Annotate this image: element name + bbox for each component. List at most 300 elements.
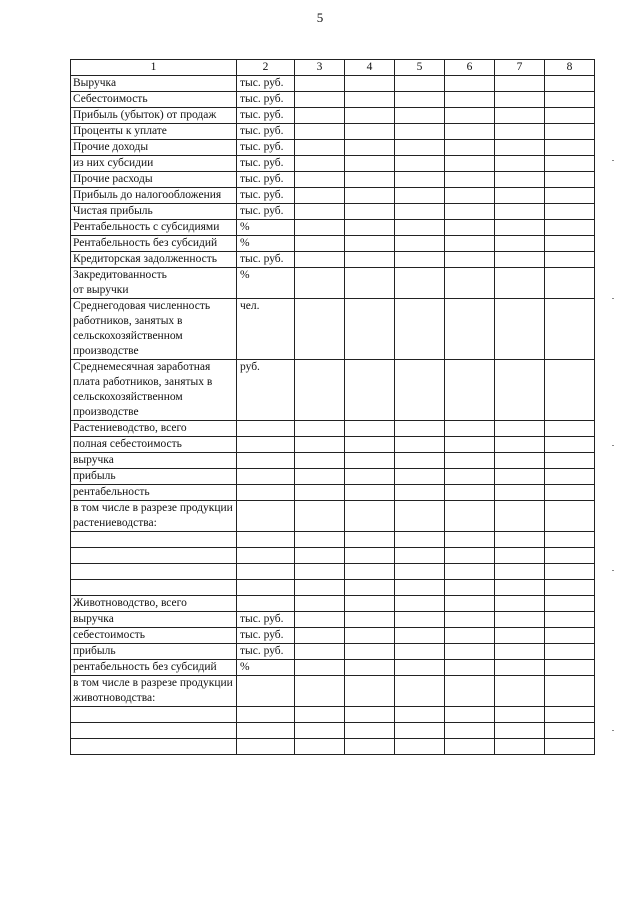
- value-cell-col-3: [295, 172, 345, 188]
- row-label: [71, 564, 237, 580]
- value-cell-col-4: [345, 723, 395, 739]
- value-cell-col-8: [545, 596, 595, 612]
- value-cell-col-6: [445, 188, 495, 204]
- value-cell-col-5: [395, 92, 445, 108]
- table-row: [71, 76, 595, 92]
- value-cell-col-7: [495, 453, 545, 469]
- value-cell-col-8: [545, 437, 595, 453]
- value-cell-col-4: [345, 156, 395, 172]
- row-unit: [237, 532, 295, 548]
- value-cell-col-7: [495, 108, 545, 124]
- value-cell-col-3: [295, 156, 345, 172]
- table-row: [71, 564, 595, 580]
- value-cell-col-8: [545, 739, 595, 755]
- value-cell-col-3: [295, 204, 345, 220]
- value-cell-col-6: [445, 236, 495, 252]
- value-cell-col-3: [295, 236, 345, 252]
- row-unit: тыс. руб.: [237, 172, 295, 188]
- value-cell-col-3: [295, 92, 345, 108]
- value-cell-col-8: [545, 204, 595, 220]
- value-cell-col-4: [345, 548, 395, 564]
- value-cell-col-6: [445, 676, 495, 707]
- value-cell-col-4: [345, 421, 395, 437]
- value-cell-col-5: [395, 220, 445, 236]
- value-cell-col-3: [295, 564, 345, 580]
- value-cell-col-6: [445, 76, 495, 92]
- row-unit: [237, 548, 295, 564]
- value-cell-col-6: [445, 580, 495, 596]
- value-cell-col-8: [545, 564, 595, 580]
- value-cell-col-5: [395, 453, 445, 469]
- value-cell-col-6: [445, 437, 495, 453]
- value-cell-col-8: [545, 660, 595, 676]
- value-cell-col-8: [545, 628, 595, 644]
- value-cell-col-6: [445, 204, 495, 220]
- row-label: Прибыль до налогообложения: [71, 188, 237, 204]
- row-label: рентабельность: [71, 485, 237, 501]
- table-row: [71, 723, 595, 739]
- value-cell-col-3: [295, 548, 345, 564]
- col-header-7: 7: [495, 60, 545, 76]
- value-cell-col-6: [445, 299, 495, 360]
- value-cell-col-3: [295, 108, 345, 124]
- value-cell-col-7: [495, 628, 545, 644]
- value-cell-col-4: [345, 501, 395, 532]
- value-cell-col-5: [395, 204, 445, 220]
- value-cell-col-6: [445, 360, 495, 421]
- value-cell-col-4: [345, 236, 395, 252]
- table-row: [71, 156, 595, 172]
- value-cell-col-4: [345, 644, 395, 660]
- value-cell-col-6: [445, 644, 495, 660]
- value-cell-col-4: [345, 220, 395, 236]
- value-cell-col-3: [295, 723, 345, 739]
- row-label: Закредитованность от выручки: [71, 268, 237, 299]
- row-label: в том числе в разрезе продукции растениеводства:: [71, 501, 237, 532]
- table-row: [71, 501, 595, 532]
- table-body: [71, 76, 595, 755]
- table-row: [71, 707, 595, 723]
- value-cell-col-8: [545, 236, 595, 252]
- table-row: [71, 204, 595, 220]
- value-cell-col-7: [495, 140, 545, 156]
- value-cell-col-5: [395, 252, 445, 268]
- value-cell-col-4: [345, 299, 395, 360]
- table-row: [71, 220, 595, 236]
- value-cell-col-6: [445, 124, 495, 140]
- value-cell-col-8: [545, 532, 595, 548]
- row-label: рентабельность без субсидий: [71, 660, 237, 676]
- table-row: [71, 469, 595, 485]
- margin-mark: [612, 298, 614, 299]
- row-label: Рентабельность с субсидиями: [71, 220, 237, 236]
- value-cell-col-3: [295, 644, 345, 660]
- row-unit: чел.: [237, 299, 295, 360]
- value-cell-col-3: [295, 268, 345, 299]
- value-cell-col-7: [495, 548, 545, 564]
- value-cell-col-4: [345, 469, 395, 485]
- value-cell-col-7: [495, 644, 545, 660]
- value-cell-col-7: [495, 676, 545, 707]
- value-cell-col-3: [295, 676, 345, 707]
- row-label: Среднемесячная заработная плата работников, занятых в сельскохозяйственном производстве: [71, 360, 237, 421]
- value-cell-col-8: [545, 124, 595, 140]
- col-header-8: 8: [545, 60, 595, 76]
- value-cell-col-6: [445, 660, 495, 676]
- row-label: [71, 723, 237, 739]
- value-cell-col-6: [445, 501, 495, 532]
- header-row: [71, 60, 595, 76]
- row-unit: %: [237, 220, 295, 236]
- value-cell-col-4: [345, 660, 395, 676]
- value-cell-col-7: [495, 156, 545, 172]
- value-cell-col-4: [345, 124, 395, 140]
- col-header-4: 4: [345, 60, 395, 76]
- row-label: Животноводство, всего: [71, 596, 237, 612]
- value-cell-col-8: [545, 469, 595, 485]
- report-table: [70, 59, 595, 755]
- value-cell-col-4: [345, 437, 395, 453]
- row-unit: тыс. руб.: [237, 108, 295, 124]
- value-cell-col-7: [495, 437, 545, 453]
- row-label: выручка: [71, 612, 237, 628]
- value-cell-col-3: [295, 660, 345, 676]
- value-cell-col-8: [545, 76, 595, 92]
- value-cell-col-8: [545, 172, 595, 188]
- row-unit: [237, 485, 295, 501]
- table-row: [71, 360, 595, 421]
- row-label: [71, 707, 237, 723]
- value-cell-col-5: [395, 108, 445, 124]
- value-cell-col-7: [495, 596, 545, 612]
- value-cell-col-7: [495, 501, 545, 532]
- value-cell-col-4: [345, 485, 395, 501]
- value-cell-col-7: [495, 76, 545, 92]
- value-cell-col-5: [395, 628, 445, 644]
- value-cell-col-8: [545, 485, 595, 501]
- col-header-3: 3: [295, 60, 345, 76]
- value-cell-col-4: [345, 628, 395, 644]
- value-cell-col-3: [295, 124, 345, 140]
- value-cell-col-5: [395, 723, 445, 739]
- row-unit: тыс. руб.: [237, 92, 295, 108]
- col-header-1: 1: [71, 60, 237, 76]
- value-cell-col-5: [395, 172, 445, 188]
- value-cell-col-5: [395, 124, 445, 140]
- value-cell-col-3: [295, 485, 345, 501]
- value-cell-col-4: [345, 188, 395, 204]
- col-header-5: 5: [395, 60, 445, 76]
- value-cell-col-6: [445, 485, 495, 501]
- row-label: [71, 548, 237, 564]
- row-label: Растениеводство, всего: [71, 421, 237, 437]
- value-cell-col-7: [495, 469, 545, 485]
- table-row: [71, 421, 595, 437]
- margin-mark: [612, 160, 614, 161]
- value-cell-col-4: [345, 707, 395, 723]
- value-cell-col-4: [345, 676, 395, 707]
- value-cell-col-3: [295, 421, 345, 437]
- value-cell-col-8: [545, 612, 595, 628]
- value-cell-col-6: [445, 220, 495, 236]
- value-cell-col-5: [395, 76, 445, 92]
- value-cell-col-8: [545, 453, 595, 469]
- value-cell-col-7: [495, 124, 545, 140]
- table-row: [71, 252, 595, 268]
- value-cell-col-7: [495, 236, 545, 252]
- value-cell-col-3: [295, 612, 345, 628]
- value-cell-col-5: [395, 501, 445, 532]
- value-cell-col-5: [395, 360, 445, 421]
- value-cell-col-5: [395, 299, 445, 360]
- row-label: Среднегодовая численность работников, занятых в сельскохозяйственном производстве: [71, 299, 237, 360]
- table-row: [71, 92, 595, 108]
- table-row: [71, 739, 595, 755]
- value-cell-col-8: [545, 421, 595, 437]
- col-header-6: 6: [445, 60, 495, 76]
- value-cell-col-8: [545, 140, 595, 156]
- value-cell-col-8: [545, 676, 595, 707]
- value-cell-col-3: [295, 140, 345, 156]
- row-unit: %: [237, 660, 295, 676]
- value-cell-col-3: [295, 360, 345, 421]
- row-unit: [237, 421, 295, 437]
- value-cell-col-6: [445, 453, 495, 469]
- table-row: [71, 612, 595, 628]
- value-cell-col-5: [395, 580, 445, 596]
- value-cell-col-3: [295, 596, 345, 612]
- table-row: [71, 140, 595, 156]
- row-label: [71, 739, 237, 755]
- value-cell-col-3: [295, 628, 345, 644]
- value-cell-col-8: [545, 548, 595, 564]
- row-label: из них субсидии: [71, 156, 237, 172]
- row-label: Рентабельность без субсидий: [71, 236, 237, 252]
- table-row: [71, 485, 595, 501]
- row-label: [71, 580, 237, 596]
- row-unit: тыс. руб.: [237, 204, 295, 220]
- value-cell-col-3: [295, 252, 345, 268]
- row-label: прибыль: [71, 644, 237, 660]
- table-row: [71, 437, 595, 453]
- value-cell-col-8: [545, 360, 595, 421]
- value-cell-col-8: [545, 299, 595, 360]
- value-cell-col-8: [545, 268, 595, 299]
- value-cell-col-7: [495, 707, 545, 723]
- row-label: Себестоимость: [71, 92, 237, 108]
- row-unit: [237, 453, 295, 469]
- value-cell-col-6: [445, 140, 495, 156]
- value-cell-col-7: [495, 660, 545, 676]
- row-unit: [237, 580, 295, 596]
- value-cell-col-4: [345, 453, 395, 469]
- table-row: [71, 236, 595, 252]
- value-cell-col-3: [295, 532, 345, 548]
- row-label: Прочие доходы: [71, 140, 237, 156]
- row-unit: [237, 469, 295, 485]
- value-cell-col-7: [495, 172, 545, 188]
- value-cell-col-6: [445, 268, 495, 299]
- table-row: [71, 548, 595, 564]
- value-cell-col-5: [395, 548, 445, 564]
- table-row: [71, 108, 595, 124]
- table-row: [71, 172, 595, 188]
- table-row: [71, 188, 595, 204]
- value-cell-col-7: [495, 723, 545, 739]
- row-unit: [237, 707, 295, 723]
- value-cell-col-5: [395, 437, 445, 453]
- value-cell-col-6: [445, 628, 495, 644]
- value-cell-col-5: [395, 469, 445, 485]
- value-cell-col-7: [495, 204, 545, 220]
- value-cell-col-7: [495, 220, 545, 236]
- margin-mark: [612, 730, 614, 731]
- value-cell-col-5: [395, 485, 445, 501]
- table-row: [71, 660, 595, 676]
- value-cell-col-6: [445, 532, 495, 548]
- value-cell-col-4: [345, 360, 395, 421]
- value-cell-col-4: [345, 739, 395, 755]
- value-cell-col-4: [345, 564, 395, 580]
- value-cell-col-7: [495, 739, 545, 755]
- value-cell-col-3: [295, 580, 345, 596]
- row-label: в том числе в разрезе продукции животноводства:: [71, 676, 237, 707]
- value-cell-col-6: [445, 548, 495, 564]
- row-unit: тыс. руб.: [237, 644, 295, 660]
- value-cell-col-5: [395, 421, 445, 437]
- value-cell-col-3: [295, 299, 345, 360]
- value-cell-col-6: [445, 92, 495, 108]
- table-row: [71, 124, 595, 140]
- value-cell-col-8: [545, 156, 595, 172]
- value-cell-col-3: [295, 76, 345, 92]
- value-cell-col-4: [345, 92, 395, 108]
- value-cell-col-6: [445, 707, 495, 723]
- col-header-2: 2: [237, 60, 295, 76]
- value-cell-col-3: [295, 453, 345, 469]
- value-cell-col-7: [495, 360, 545, 421]
- table-row: [71, 676, 595, 707]
- row-unit: [237, 723, 295, 739]
- value-cell-col-8: [545, 580, 595, 596]
- row-label: себестоимость: [71, 628, 237, 644]
- table-row: [71, 299, 595, 360]
- row-unit: %: [237, 236, 295, 252]
- row-label: Кредиторская задолженность: [71, 252, 237, 268]
- row-label: [71, 532, 237, 548]
- value-cell-col-4: [345, 76, 395, 92]
- table-row: [71, 580, 595, 596]
- value-cell-col-4: [345, 252, 395, 268]
- row-unit: [237, 676, 295, 707]
- value-cell-col-7: [495, 532, 545, 548]
- value-cell-col-4: [345, 580, 395, 596]
- value-cell-col-3: [295, 188, 345, 204]
- value-cell-col-7: [495, 612, 545, 628]
- value-cell-col-6: [445, 612, 495, 628]
- table-row: [71, 453, 595, 469]
- value-cell-col-4: [345, 612, 395, 628]
- table-row: [71, 268, 595, 299]
- value-cell-col-5: [395, 532, 445, 548]
- row-label: Выручка: [71, 76, 237, 92]
- value-cell-col-5: [395, 676, 445, 707]
- value-cell-col-7: [495, 188, 545, 204]
- value-cell-col-5: [395, 268, 445, 299]
- value-cell-col-8: [545, 188, 595, 204]
- value-cell-col-4: [345, 140, 395, 156]
- value-cell-col-6: [445, 723, 495, 739]
- value-cell-col-5: [395, 188, 445, 204]
- row-unit: руб.: [237, 360, 295, 421]
- value-cell-col-4: [345, 108, 395, 124]
- row-label: Чистая прибыль: [71, 204, 237, 220]
- margin-mark: [612, 570, 614, 571]
- value-cell-col-8: [545, 707, 595, 723]
- row-unit: тыс. руб.: [237, 124, 295, 140]
- value-cell-col-3: [295, 739, 345, 755]
- table-row: [71, 596, 595, 612]
- value-cell-col-8: [545, 723, 595, 739]
- table-row: [71, 628, 595, 644]
- value-cell-col-6: [445, 739, 495, 755]
- margin-mark: [612, 445, 614, 446]
- row-unit: [237, 596, 295, 612]
- value-cell-col-5: [395, 140, 445, 156]
- value-cell-col-5: [395, 739, 445, 755]
- table-row: [71, 644, 595, 660]
- value-cell-col-7: [495, 268, 545, 299]
- value-cell-col-8: [545, 501, 595, 532]
- row-unit: тыс. руб.: [237, 252, 295, 268]
- value-cell-col-6: [445, 108, 495, 124]
- value-cell-col-4: [345, 268, 395, 299]
- value-cell-col-3: [295, 469, 345, 485]
- value-cell-col-6: [445, 421, 495, 437]
- row-unit: %: [237, 268, 295, 299]
- value-cell-col-5: [395, 660, 445, 676]
- value-cell-col-5: [395, 644, 445, 660]
- row-unit: тыс. руб.: [237, 140, 295, 156]
- row-label: Прибыль (убыток) от продаж: [71, 108, 237, 124]
- value-cell-col-7: [495, 485, 545, 501]
- value-cell-col-4: [345, 532, 395, 548]
- value-cell-col-8: [545, 108, 595, 124]
- value-cell-col-6: [445, 469, 495, 485]
- row-unit: тыс. руб.: [237, 188, 295, 204]
- value-cell-col-5: [395, 707, 445, 723]
- row-unit: тыс. руб.: [237, 156, 295, 172]
- value-cell-col-8: [545, 644, 595, 660]
- row-label: выручка: [71, 453, 237, 469]
- value-cell-col-3: [295, 501, 345, 532]
- value-cell-col-7: [495, 580, 545, 596]
- row-unit: [237, 739, 295, 755]
- value-cell-col-5: [395, 596, 445, 612]
- row-label: Проценты к уплате: [71, 124, 237, 140]
- value-cell-col-3: [295, 437, 345, 453]
- row-unit: тыс. руб.: [237, 628, 295, 644]
- row-label: прибыль: [71, 469, 237, 485]
- value-cell-col-6: [445, 564, 495, 580]
- value-cell-col-4: [345, 204, 395, 220]
- row-unit: [237, 437, 295, 453]
- page-number: 5: [316, 10, 324, 25]
- value-cell-col-5: [395, 156, 445, 172]
- row-unit: тыс. руб.: [237, 76, 295, 92]
- value-cell-col-5: [395, 564, 445, 580]
- value-cell-col-3: [295, 707, 345, 723]
